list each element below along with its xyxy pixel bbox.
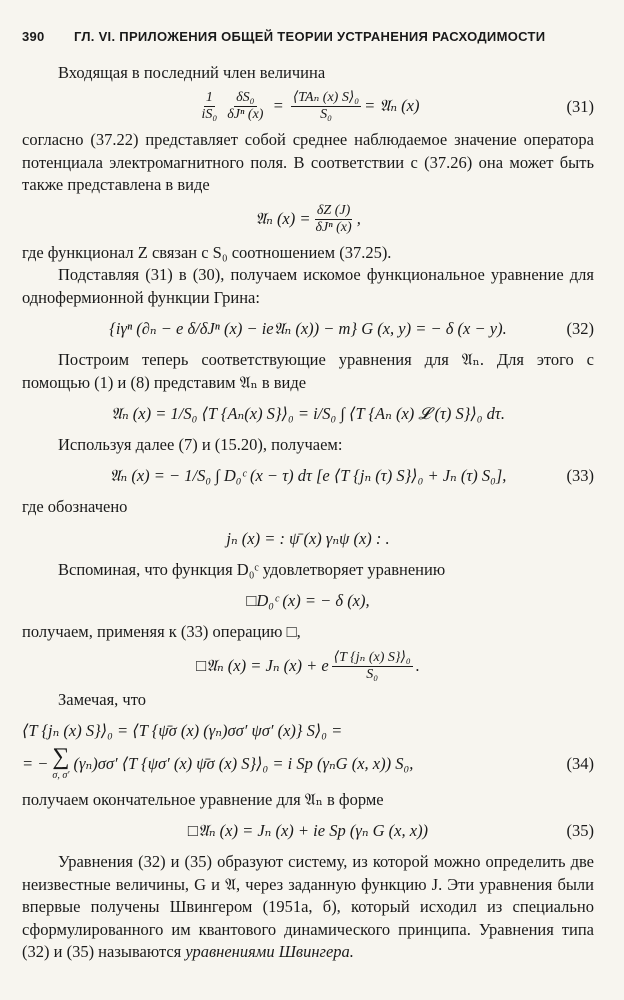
paragraph-7: где обозначено <box>22 497 128 517</box>
equation-body: {iγⁿ (∂ₙ − e δ/δJⁿ (x) − ie𝔄ₙ (x)) − m} G (x, y) = − δ (x − y). <box>109 318 507 338</box>
paragraph-9: получаем, применяя к (33) операцию □, <box>22 622 301 642</box>
paragraph-12-text: Уравнения (32) и (35) образуют систему, из которой можно определить две неизвестные величины, G и 𝔄, через заданную функцию J. Эти уравнения были впервые получены Швингером (1951а, б), который исходил из специально сформулированного им квантового динамического принципа. Уравнения типа (32) и (35) называются <box>22 852 594 962</box>
numerator: δS₀ <box>234 90 256 107</box>
equation-body: (γₙ)σσ′ ⟨T {ψσ′ (x) ψ̄σ (x) S}⟩₀ = i Sp (γₙG (x, x)) S₀, <box>73 753 414 773</box>
fraction <box>332 650 413 683</box>
equation-rhs: = 𝔄ₙ (x) <box>364 96 420 116</box>
page-number: 390 <box>22 29 45 44</box>
paragraph-3: где функционал Z связан с S₀ соотношением (37.25). <box>22 242 392 262</box>
fraction <box>314 203 354 236</box>
numerator: ⟨T {jₙ (x) S}⟩₀ <box>332 650 413 667</box>
equation-prefix: = − <box>22 753 49 773</box>
equation-body: 𝔄ₙ (x) = 1/S₀ ⟨T {Aₙ(x) S}⟩₀ = i/S₀ ∫ ⟨T {Aₙ (x) 𝓛 (τ) S}⟩₀ dτ. <box>111 403 505 423</box>
sum-symbol: ∑ σ, σ′ <box>52 744 70 782</box>
equation-box-A <box>22 650 594 683</box>
fraction <box>225 90 265 123</box>
equation-34-line-2 <box>22 745 594 783</box>
fraction <box>200 90 220 123</box>
equals-sign: = <box>268 96 288 116</box>
equation-34-line-1 <box>22 717 594 745</box>
equation-body: ⟨T {jₙ (x) S}⟩₀ = ⟨T {ψ̄σ (x) (γₙ)σσ′ ψσ′ (x)} S⟩₀ = <box>22 721 343 741</box>
paragraph-4: Подставляя (31) в (30), получаем искомое функциональное уравнение для однофермионной функции Грина: <box>22 265 594 307</box>
equation-number: (34) <box>566 753 594 773</box>
numerator: δZ (J) <box>315 203 352 220</box>
sum-limits: σ, σ′ <box>52 770 70 782</box>
paragraph-1: Входящая в последний член величина <box>58 62 326 82</box>
equation-body: □D₀ᶜ (x) = − δ (x), <box>246 591 370 611</box>
equation-current <box>22 525 594 553</box>
equation-A-def <box>22 203 594 236</box>
equation-lhs: □𝔄ₙ (x) = Jₙ (x) + e <box>196 656 329 676</box>
equation-33 <box>22 462 594 490</box>
equation-number: (31) <box>566 96 594 116</box>
paragraph-5: Построим теперь соответствующие уравнения для 𝔄ₙ. Для этого с помощью (1) и (8) представим 𝔄ₙ в виде <box>22 350 594 392</box>
paragraph-11: получаем окончательное уравнение для 𝔄ₙ в форме <box>22 789 384 809</box>
equation-tail: . <box>415 656 420 676</box>
equation-number: (35) <box>566 821 594 841</box>
paragraph-12 <box>22 851 594 963</box>
denominator: δJⁿ (x) <box>315 219 352 235</box>
equation-A-repr <box>22 400 594 428</box>
equation-number: (32) <box>566 318 594 338</box>
paragraph-8: Вспоминая, что функция D₀ᶜ удовлетворяет уравнению <box>58 559 446 579</box>
fraction <box>291 90 361 123</box>
denominator: δJⁿ (x) <box>227 107 264 123</box>
denominator: iS₀ <box>201 107 218 123</box>
equation-body: jₙ (x) = : ψ̄ (x) γₙψ (x) : . <box>226 528 390 548</box>
equation-number: (33) <box>566 466 594 486</box>
paragraph-6: Используя далее (7) и (15.20), получаем: <box>58 434 343 454</box>
denominator: S₀ <box>366 666 379 682</box>
schwinger-equations-term: уравнениями Швингера. <box>185 942 354 962</box>
equation-body: 𝔄ₙ (x) = − 1/S₀ ∫ D₀ᶜ (x − τ) dτ [e ⟨T {jₙ (τ) S}⟩₀ + Jₙ (τ) S₀], <box>109 466 507 486</box>
equation-35 <box>22 817 594 845</box>
numerator: ⟨TAₙ (x) S⟩₀ <box>291 90 361 107</box>
equation-green <box>22 587 594 615</box>
equation-lhs: 𝔄ₙ (x) = <box>255 208 311 228</box>
paragraph-2: согласно (37.22) представляет собой среднее наблюдаемое значение оператора потенциала электромагнитного поля. В соответствии с (37.26) она может быть также представлена в виде <box>22 130 594 195</box>
denominator: S₀ <box>320 107 332 123</box>
equation-body: □𝔄ₙ (x) = Jₙ (x) + ie Sp (γₙ G (x, x)) <box>187 821 429 841</box>
paragraph-10: Замечая, что <box>58 689 146 709</box>
numerator: 1 <box>204 90 215 107</box>
equation-32 <box>22 315 594 343</box>
running-title: ГЛ. VI. ПРИЛОЖЕНИЯ ОБЩЕЙ ТЕОРИИ УСТРАНЕНИЯ РАСХОДИМОСТИ <box>74 29 546 44</box>
running-header <box>22 28 594 46</box>
equation-tail: , <box>356 208 361 228</box>
equation-31 <box>22 90 594 123</box>
